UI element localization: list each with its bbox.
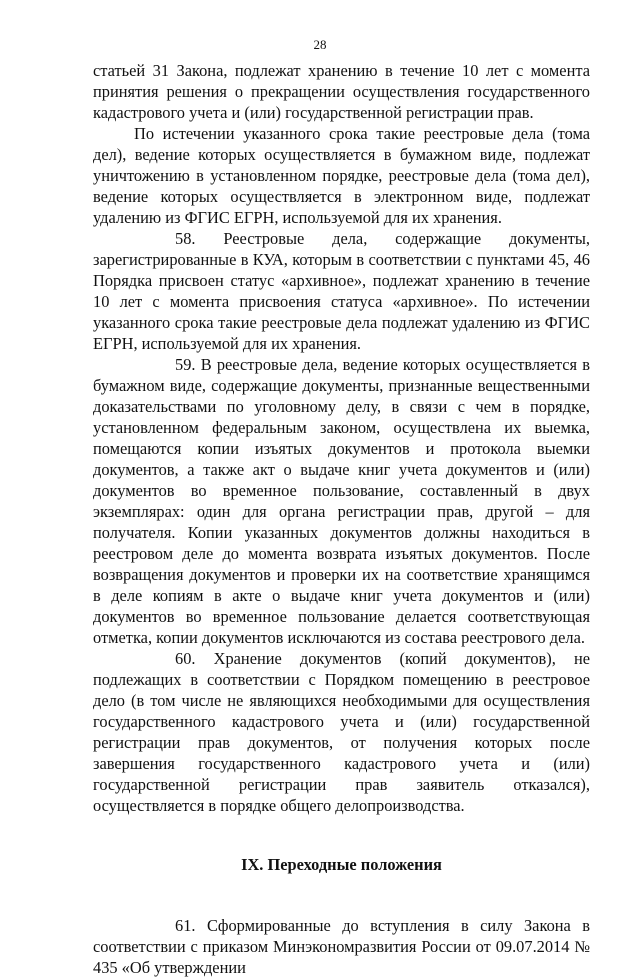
page-number: 28 — [313, 37, 327, 52]
paragraph-text: Хранение документов (копий документов), не подлежащих в соответствии с Порядком помещению в реестровое дело (в том числе не являющихся необходимыми для осуществления государственного кадастрового учета и (или) государственной регистрации прав документов, от получения которых после завершения государственного кадастрового учета и (или) государственной регистрации прав заявитель отказался), осуществляется в порядке общего делопроизводства. — [93, 649, 590, 815]
paragraph-61 — [93, 915, 590, 978]
paragraph-expiration — [93, 123, 590, 228]
document-body — [93, 60, 590, 978]
paragraph-number: 61. — [175, 916, 196, 935]
paragraph-58 — [93, 228, 590, 354]
paragraph-number: 60. — [175, 649, 196, 668]
paragraph-number: 59. — [175, 355, 196, 374]
paragraph-text: По истечении указанного срока такие реестровые дела (тома дел), ведение которых осуществляется в бумажном виде, подлежат уничтожению в установленном порядке, реестровые дела (тома дел), ведение которых осуществляется в электронном виде, подлежат удалению из ФГИС ЕГРН, используемой для их хранения. — [93, 124, 590, 227]
paragraph-text: Реестровые дела, содержащие документы, зарегистрированные в КУА, которым в соответствии с пунктами 45, 46 Порядка присвоен статус «архивное», подлежат хранению в течение 10 лет с момента присвоения статуса «архивное». По истечении указанного срока такие реестровые дела подлежат удалению из ФГИС ЕГРН, используемой для их хранения. — [93, 229, 590, 353]
paragraph-59 — [93, 354, 590, 648]
paragraph-text: статьей 31 Закона, подлежат хранению в течение 10 лет с момента принятия решения о прекращении осуществления государственного кадастрового учета и (или) государственной регистрации прав. — [93, 61, 590, 122]
paragraph-text: В реестровые дела, ведение которых осуществляется в бумажном виде, содержащие документы, признанные вещественными доказательствами по уголовному делу, в связи с чем в порядке, установленном федеральным законом, осуществлена их выемка, помещаются копии изъятых документов и протокола выемки документов, а также акт о выдаче книг учета документов и (или) документов во временное пользование, составленный в двух экземплярах: один для органа регистрации прав, другой – для получателя. Копии указанных документов должны находиться в реестровом деле до момента возврата изъятых документов. После возвращения документов и проверки их на соответствие хранящимся в деле копиям в акте о выдаче книг учета документов и (или) документов во временное пользование делается соответствующая отметка, копии документов исключаются из состава реестрового дела. — [93, 355, 590, 647]
paragraph-number: 58. — [175, 229, 196, 248]
paragraph-60 — [93, 648, 590, 816]
paragraph-text: Сформированные до вступления в силу Закона в соответствии с приказом Минэкономразвития России от 09.07.2014 № 435 «Об утверждении — [93, 916, 590, 977]
paragraph-continuation — [93, 60, 590, 123]
section-title: IX. Переходные положения — [241, 855, 442, 874]
